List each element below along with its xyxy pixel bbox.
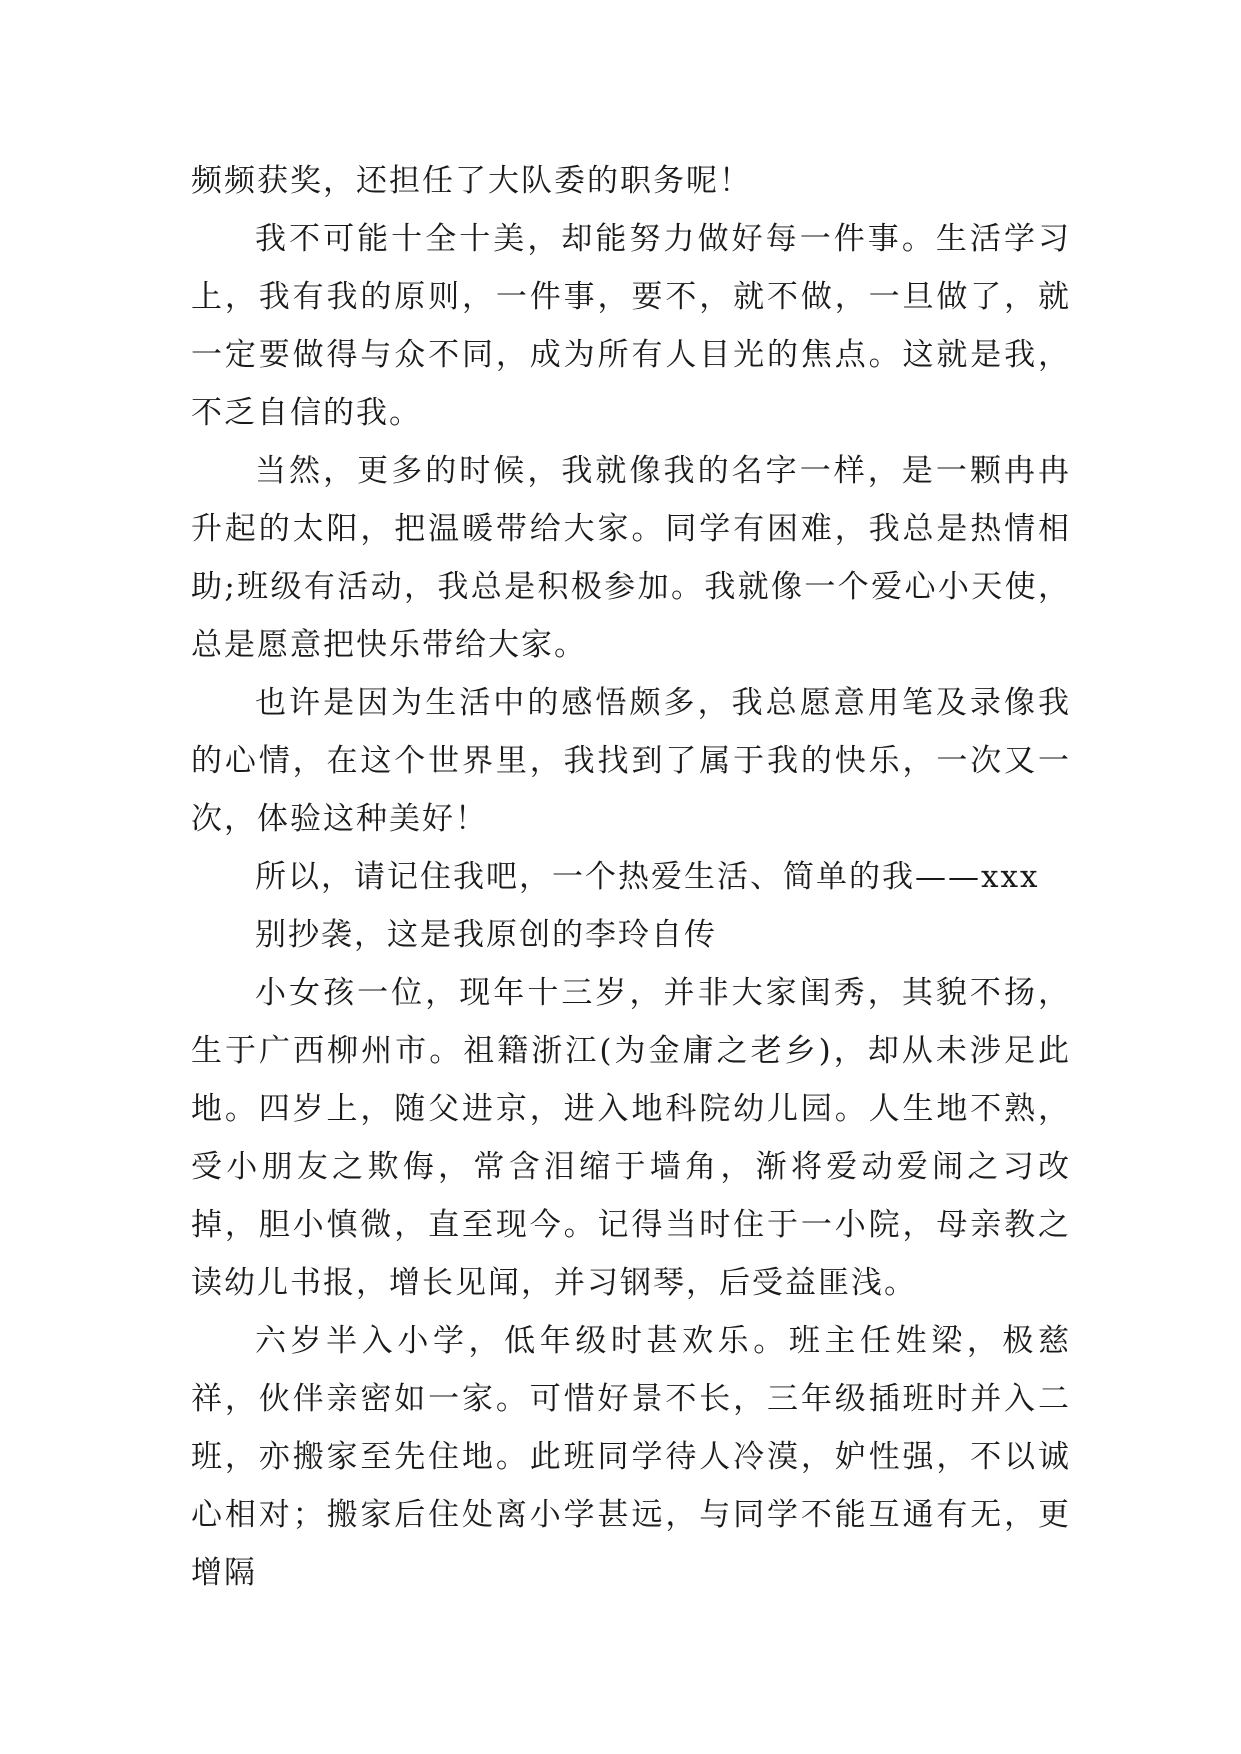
- paragraph: 别抄袭，这是我原创的李玲自传: [255, 917, 717, 953]
- paragraph: 我不可能十全十美，却能努力做好每一件事。生活学习上，我有我的原则，一件事，要不，就不做，一旦做了，就一定要做得与众不同，成为所有人目光的焦点。这就是我，不乏自信的我。: [191, 221, 1071, 431]
- paragraph: 频频获奖，还担任了大队委的职务呢！: [191, 163, 752, 199]
- paragraph: 当然，更多的时候，我就像我的名字一样，是一颗冉冉升起的太阳，把温暖带给大家。同学有困难，我总是热情相助;班级有活动，我总是积极参加。我就像一个爱心小天使，总是愿意把快乐带给大家。: [191, 453, 1071, 663]
- paragraph: 所以，请记住我吧，一个热爱生活、简单的我——xxx: [255, 859, 1040, 895]
- paragraph: 六岁半入小学，低年级时甚欢乐。班主任姓梁，极慈祥，伙伴亲密如一家。可惜好景不长，三年级插班时并入二班，亦搬家至先住地。此班同学待人冷漠，妒性强，不以诚心相对；搬家后住处离小学甚远，与同学不能互通有无，更增隔: [191, 1323, 1071, 1591]
- paragraph: 小女孩一位，现年十三岁，并非大家闺秀，其貌不扬，生于广西柳州市。祖籍浙江(为金庸之老乡)，却从未涉足此地。四岁上，随父进京，进入地科院幼儿园。人生地不熟，受小朋友之欺侮，常含泪缩于墙角，渐将爱动爱闹之习改掉，胆小慎微，直至现今。记得当时住于一小院，母亲教之读幼儿书报，增长见闻，并习钢琴，后受益匪浅。: [191, 975, 1071, 1301]
- paragraph: 也许是因为生活中的感悟颇多，我总愿意用笔及录像我的心情，在这个世界里，我找到了属于我的快乐，一次又一次，体验这种美好！: [191, 685, 1071, 837]
- document-body: [191, 152, 1071, 1602]
